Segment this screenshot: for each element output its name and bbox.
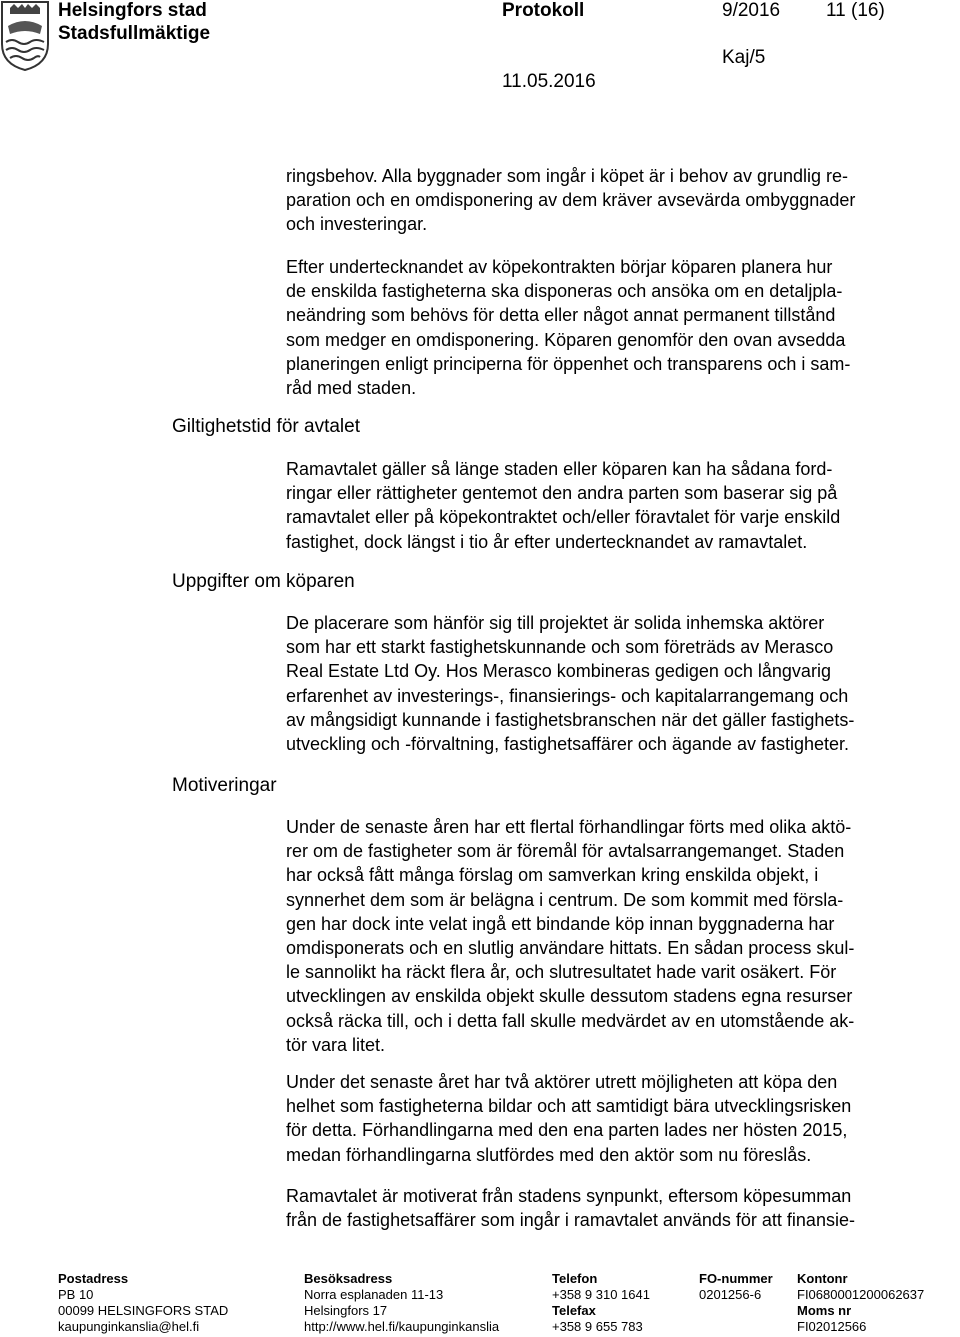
footer-phone <box>552 1271 650 1335</box>
footer-vat-label: Moms nr <box>797 1303 852 1318</box>
doc-number: 9/2016 <box>722 0 781 21</box>
text-line: neändring som behövs för detta eller något annat permanent tillstånd <box>286 305 836 326</box>
heading-motivations: Motiveringar <box>172 775 277 796</box>
footer-account-label: Kontonr <box>797 1271 848 1286</box>
footer-postal-box: PB 10 <box>58 1287 94 1302</box>
text-line: för detta. Förhandlingarna med den ena parten lades ner hösten 2015, <box>286 1120 848 1141</box>
text-line: omdisponerats och en slutlig användare hittats. En sådan process skul- <box>286 938 855 959</box>
footer-phone-label: Telefon <box>552 1271 598 1286</box>
text-line: som medger en omdisponering. Köparen genomför den ovan avsedda <box>286 329 846 350</box>
footer-email-link[interactable]: kaupunginkanslia@hel.fi <box>58 1319 200 1334</box>
city-crest-icon <box>0 0 50 72</box>
text-line: ringsbehov. Alla byggnader som ingår i köpet är i behov av grundlig re- <box>286 166 848 186</box>
text-line: utvecklingen av enskilda objekt skulle dessutom stadens egna resurser <box>286 986 853 1007</box>
footer-website-link[interactable]: http://www.hel.fi/kaupunginkanslia <box>304 1319 500 1334</box>
text-line: planeringen enligt principerna för öppenhet och transparens och i sam- <box>286 353 851 374</box>
page-number: 11 (16) <box>826 0 885 21</box>
text-line: och investeringar. <box>286 214 428 235</box>
footer-business-id-label: FO-nummer <box>699 1271 773 1286</box>
text-line: ramavtalet eller på köpekontraktet och/eller föravtalet för varje enskild <box>286 507 841 528</box>
org-name: Helsingfors stad <box>58 0 207 21</box>
text-line: paration och en omdisponering av dem kräver avsevärda ombyggnader <box>286 190 856 211</box>
footer-city: Helsingfors 17 <box>304 1303 388 1318</box>
footer-visiting <box>304 1271 499 1335</box>
text-line: De placerare som hänför sig till projektet är solida inhemska aktörer <box>286 613 825 633</box>
heading-validity: Giltighetstid för avtalet <box>172 416 360 437</box>
footer-account-value: FI0680001200062637 <box>797 1287 925 1302</box>
footer-postal-code: 00099 HELSINGFORS STAD <box>58 1303 229 1318</box>
footer-postal-label: Postadress <box>58 1271 129 1286</box>
text-line: fastighet, dock längst i tio år efter undertecknandet av ramavtalet. <box>286 531 808 552</box>
footer-fax-label: Telefax <box>552 1303 596 1318</box>
text-line: erfarenhet av investerings-, finansierings- och kapitalarrangemang och <box>286 685 849 706</box>
footer-account <box>797 1271 924 1335</box>
text-line: utveckling och -förvaltning, fastighetsaffärer och ägande av fastigheter. <box>286 734 850 755</box>
paragraph-justification <box>286 1184 946 1232</box>
text-line: som har ett starkt fastighetskunnande och som företräds av Merasco <box>286 637 834 658</box>
footer-postal <box>58 1271 228 1335</box>
footer-business-id-value: 0201256-6 <box>699 1287 762 1302</box>
text-line: Under det senaste året har två aktörer utrett möjligheten att köpa den <box>286 1072 838 1092</box>
text-line: de enskilda fastigheterna ska disponeras och ansöka om en detaljpla- <box>286 281 843 302</box>
footer-phone-value: +358 9 310 1641 <box>552 1287 650 1302</box>
text-line: helhet som fastigheterna bildar och att samtidigt bära utvecklingsrisken <box>286 1096 852 1117</box>
text-line: ringar eller rättigheter gentemot den andra parten som baserar sig på <box>286 483 838 504</box>
text-line: också räcka till, och i detta fall skulle medvärdet av en utomstående ak- <box>286 1010 855 1031</box>
text-line: rer om de fastigheter som är föremål för avtalsarrangemanget. Staden <box>286 841 845 862</box>
paragraph-buyer <box>286 611 946 756</box>
paragraph-last-year <box>286 1070 946 1167</box>
doc-type: Protokoll <box>502 0 585 21</box>
text-line: från de fastighetsaffärer som ingår i ramavtalet används för att finansie- <box>286 1210 855 1231</box>
section-ref: Kaj/5 <box>722 47 766 68</box>
heading-buyer-info: Uppgifter om köparen <box>172 571 355 592</box>
footer-vat-value: FI02012566 <box>797 1319 867 1334</box>
org-body: Stadsfullmäktige <box>58 23 211 44</box>
footer-business-id <box>699 1271 773 1303</box>
doc-date: 11.05.2016 <box>502 71 596 92</box>
text-line: råd med staden. <box>286 378 417 399</box>
text-line: tör vara litet. <box>286 1034 386 1055</box>
text-line: Under de senaste åren har ett flertal förhandlingar förts med olika aktö- <box>286 817 852 837</box>
text-line: har också fått många förslag om samverkan kring enskilda objekt, i <box>286 865 819 886</box>
footer-fax-value: +358 9 655 783 <box>552 1319 643 1334</box>
text-line: Efter undertecknandet av köpekontrakten börjar köparen planera hur <box>286 257 833 277</box>
paragraph-negotiations <box>286 815 946 1057</box>
paragraph-planning <box>286 255 946 400</box>
text-line: Ramavtalet är motiverat från stadens synpunkt, eftersom köpesumman <box>286 1186 852 1206</box>
text-line: av mångsidigt kunnande i fastighetsbranschen när det gäller fastighets- <box>286 709 855 730</box>
text-line: le sannolikt ha räckt flera år, och slutresultatet hade varit osäkert. För <box>286 962 837 983</box>
paragraph-validity <box>286 457 946 554</box>
text-line: medan förhandlingarna slutfördes med den aktör som nu föreslås. <box>286 1144 812 1165</box>
text-line: synnerhet dem som är belägna i centrum. De som kommit med försla- <box>286 889 844 910</box>
footer-street: Norra esplanaden 11-13 <box>304 1287 444 1302</box>
footer-visiting-label: Besöksadress <box>304 1271 393 1286</box>
text-line: gen har dock inte velat ingå ett bindande köp innan byggnaderna har <box>286 913 835 934</box>
text-line: Ramavtalet gäller så länge staden eller köparen kan ha sådana ford- <box>286 459 833 479</box>
text-line: Real Estate Ltd Oy. Hos Merasco kombineras gedigen och långvarig <box>286 661 831 682</box>
paragraph-building-needs <box>286 164 946 237</box>
